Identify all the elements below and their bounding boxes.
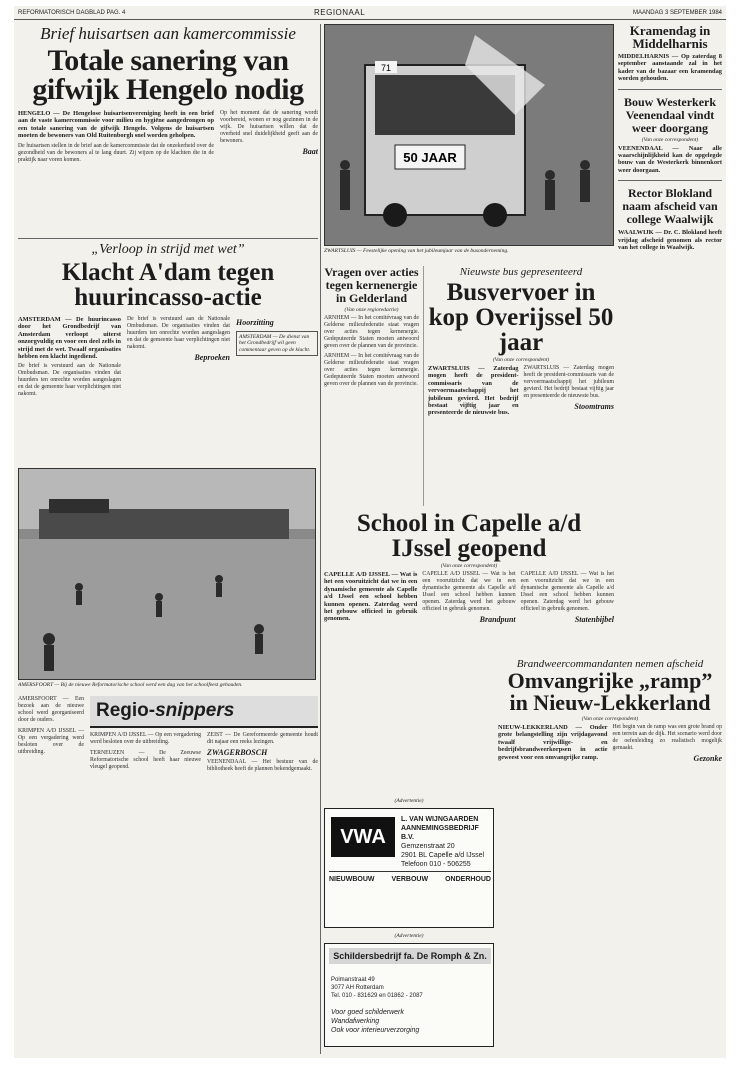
bus-headline: Busvervoer in kop Overijssel 50 jaar	[428, 279, 614, 356]
ad1-address: Gemzenstraat 20	[401, 843, 455, 850]
service-onderhoud: ONDERHOUD	[445, 876, 491, 883]
snipper-amersfoort: AMERSFOORT — Een bezoek aan de nieuwe school werd georganiseerd door de ouders.	[18, 696, 84, 723]
capelle-body-3: CAPELLE A/D IJSSEL — Wat is het een vooruitzicht dat we in een dynamische gemeente als Capelle a/d IJssel een school hebben kunnen openen. Zaterdag werd het gebouw officieel in gebruik genomen.	[520, 571, 614, 612]
ad-de-romph	[324, 943, 494, 1047]
ramp-intro: NIEUW-LEKKERLAND — Onder grote belangstelling zijn vrijdagavond twaalf vrijwillige- en bedrijfsbrandweerkorpsen in actie geweest voor een omvangrijke ramp.	[498, 724, 608, 761]
divider	[18, 238, 318, 239]
subhead-statenbijbel: Statenbijbel	[574, 615, 614, 624]
snipper-terneuzen: TERNEUZEN — De Zeeuwse Reformatorische school heeft haar nieuwe vleugel geopend.	[90, 750, 201, 770]
capelle-body: CAPELLE A/D IJSSEL — Wat is het een vooruitzicht dat we in een dynamische gemeente als Capelle a/d IJssel een school hebben kunnen openen. Zaterdag werd het gebouw officieel in gebruik genomen.	[422, 571, 516, 612]
ad1-label: (Advertentie)	[394, 798, 424, 804]
section-title: REGIONAAL	[314, 8, 366, 17]
kernenergie-headline: Vragen over acties tegen kernenergie in Gelderland	[324, 266, 419, 305]
kernenergie-source: (Van onze regioredactie)	[344, 307, 399, 313]
ramp-source: (Van onze correspondent)	[581, 716, 639, 722]
ad1-phone: Telefoon 010 - 506255	[401, 861, 471, 868]
ad2-name: Schildersbedrijf fa. De Romph & Zn.	[329, 948, 491, 964]
ramp-body: Het begin van de ramp was een grote brand op een terrein aan de dijk. Het scenario werd door de oefenleiding zo realistisch mogelijk gemaakt.	[612, 724, 722, 751]
adam-body: De brief is verstuurd aan de Nationale Ombudsman. De organisaties vinden dat huurders ten onrechte worden aangeslagen en dat de gemeente haar verplichtingen niet nakomt.	[18, 363, 121, 398]
snipper-amersfoort-2: KRIMPEN A/D IJSSEL — Op een vergadering werd besloten over de uitbreiding.	[18, 728, 84, 755]
hengelo-intro: HENGELO — De Hengelose huisartsenvereniging heeft in een brief aan de vaste kamercommissie voor milieu en hygiëne aangedrongen op een totale sanering van de gifwijk Hengelo. Volgens de huisartsen moeten de bewoners van Old Ruitenborgh snel worden geholpen.	[18, 110, 214, 140]
subhead-baat: Baat	[302, 147, 318, 156]
capelle-headline: School in Capelle a/d IJssel geopend	[356, 511, 582, 562]
bus-source: (Van onze correspondent)	[492, 357, 550, 363]
photo1-caption-box	[324, 248, 614, 262]
ramp-kicker: Brandweercommandanten nemen afscheid	[516, 658, 704, 670]
hengelo-column: Op het moment dat de sanering wordt voorbereid, wonen er nog gezinnen in de wijk. De huisartsen willen dat de overheid snel duidelijkheid geeft aan de bewoners.	[220, 110, 318, 144]
ad1-firm-1: L. VAN WIJNGAARDEN	[401, 816, 479, 823]
ad1-services	[329, 871, 491, 883]
bus-sign: 50 JAAR	[403, 150, 457, 165]
adam-box: AMSTERDAM — De dienst van het Grondbedrijf wil geen commentaar geven op de klacht.	[236, 331, 318, 356]
snippers-title-a: Regio-	[96, 700, 156, 721]
photo-school-playground	[18, 468, 316, 680]
photo2-caption-box	[18, 682, 316, 692]
ramp-headline: Omvangrijke „ramp” in Nieuw-Lekkerland	[507, 668, 713, 715]
masthead-left: REFORMATORISCH DAGBLAD PAG. 4	[18, 10, 126, 16]
article-hengelo	[18, 24, 318, 224]
capelle-source: (Van onze correspondent)	[440, 563, 498, 569]
ad1-city: 2901 BL Capelle a/d IJssel	[401, 852, 485, 859]
ad2-phone: Tel. 010 - 831629 en 01862 - 2087	[331, 993, 423, 999]
ad2-slogan-1: Voor goed schilderwerk	[331, 1009, 404, 1016]
column-rule	[320, 24, 321, 1054]
subhead-hoorzitting: Hoorzitting	[236, 318, 274, 327]
ad2-slogan-3: Ook voor interieurverzorging	[331, 1027, 420, 1034]
bus-number: 71	[380, 63, 392, 73]
adam-headline: Klacht A'dam tegen huurincasso-actie	[61, 259, 275, 311]
snippers-title	[90, 696, 318, 728]
ad2-address: Polmanstraat 49	[331, 977, 375, 983]
snippers-title-b: snippers	[155, 700, 235, 721]
ad2-city: 3077 AH Rotterdam	[331, 985, 384, 991]
newspaper-page	[14, 6, 726, 1058]
photo-bus-jubilee	[324, 24, 614, 246]
ad2-slogan-2: Wandafwerking	[331, 1018, 380, 1025]
kernenergie-body: ARNHEM — In het comitévraag van de Gelderse milieufederatie staat vragen over acties tegen kernenergie. Gedeputeerde Staten moeten antwoord geven over de plannen van de provincie.	[324, 315, 419, 349]
subhead-gezonke: Gezonke	[693, 754, 722, 763]
sidebar	[618, 24, 722, 664]
sidebar-headline-2: Bouw Westerkerk Veenendaal vindt weer doorgang	[623, 94, 717, 135]
sidebar-divider-1	[618, 89, 722, 90]
sidebar-body-1: MIDDELHARNIS — Op zaterdag 8 september aanstaande zal in het kader van de bazaar een kramendag worden gehouden.	[618, 53, 722, 83]
subhead-beproeken: Beproeken	[194, 353, 230, 362]
bus-kicker: Nieuwste bus gepresenteerd	[459, 266, 583, 278]
hengelo-kicker: Brief huisartsen aan kamercommissie	[40, 24, 296, 43]
service-nieuwbouw: NIEUWBOUW	[329, 876, 375, 883]
hengelo-body: De huisartsen stellen in de brief aan de kamercommissie dat de onzekerheid over de gezondheid van de bewoners al te lang duurt. Zij wijzen op de klachten die in de praktijk naar voren komen.	[18, 142, 214, 163]
article-nieuw-lekkerland	[498, 658, 722, 1048]
sidebar-divider-2	[618, 180, 722, 181]
kernenergie-body-2: ARNHEM — In het comitévraag van de Gelderse milieufederatie staat vragen over acties tegen kernenergie. Gedeputeerde Staten moeten antwoord geven over de plannen van de provincie.	[324, 353, 419, 387]
article-amsterdam	[18, 242, 318, 464]
ad1-firm-2: AANNEMINGSBEDRIJF B.V.	[401, 825, 479, 841]
capelle-intro: CAPELLE A/D IJSSEL — Wat is het een vooruitzicht dat we in een dynamische gemeente als Capelle a/d IJssel een school hebben kunnen openen. Zaterdag werd het gebouw officieel in gebruik genomen.	[324, 571, 418, 623]
bus-intro: ZWARTSLUIS — Zaterdag mogen heeft de president-commissaris van de vervoermaatschappij het jubileum gevierd. Het bedrijf bestaat vijftig jaar en presenteerde de nieuwste bus.	[428, 365, 519, 417]
photo1-caption: ZWARTSLUIS — Feestelijke opening van het jubileumjaar van de busonderneming.	[324, 248, 509, 254]
snipper-veenendaal: VEENENDAAL — Het bestuur van de bibliotheek heeft de plannen bekendgemaakt.	[207, 759, 318, 772]
adam-body-2: De brief is verstuurd aan de Nationale Ombudsman. De organisaties vinden dat huurders ten onrechte worden aangeslagen en dat de gemeente haar verplichtingen niet nakomt.	[127, 316, 230, 350]
regio-snippers	[18, 696, 318, 1046]
bus-body: ZWARTSLUIS — Zaterdag mogen heeft de president-commissaris van de vervoermaatschappij het jubileum gevierd. Het bedrijf bestaat vijftig jaar en presenteerde de nieuwste bus.	[523, 365, 614, 399]
ad1-label-box	[324, 796, 494, 806]
subhead-zwagerbosch: ZWAGERBOSCH	[207, 748, 268, 757]
masthead-date: MAANDAG 3 SEPTEMBER 1984	[632, 10, 722, 16]
subhead-stoomtrams: Stoomtrams	[574, 402, 614, 411]
masthead	[14, 6, 726, 20]
ad2-label-box	[324, 931, 494, 941]
adam-intro: AMSTERDAM — De huurincasso door het Grondbedrijf van Amsterdam verloopt uiterst onzorgvuldig en voor een deel zelfs in strijd met de wet. Twaalf organisaties hebben een klacht ingediend.	[18, 316, 121, 361]
sidebar-source: (Van onze correspondent)	[641, 136, 699, 143]
sidebar-headline-3: Rector Blokland naam afscheid van college Waalwijk	[622, 186, 718, 227]
subhead-brandpunt: Brandpunt	[479, 615, 516, 624]
bus-illustration	[325, 25, 614, 246]
wijngaarden-logo: VWA	[331, 817, 395, 857]
service-verbouw: VERBOUW	[391, 876, 429, 883]
ad-wijngaarden	[324, 808, 494, 928]
sidebar-body-3: WAALWIJK — Dr. C. Blokland heeft vrijdag afscheid genomen als rector van het college in Waalwijk.	[618, 229, 722, 252]
hengelo-headline: Totale sanering van gifwijk Hengelo nodig	[32, 44, 304, 106]
sidebar-headline-1: Kramendag in Middelharnis	[629, 24, 711, 51]
photo2-caption: AMERSFOORT — Bij de nieuwe Reformatorische school werd een dag van het schoolfeest gehouden.	[18, 682, 243, 688]
adam-kicker: „Verloop in strijd met wet”	[91, 242, 245, 257]
article-busvervoer	[428, 266, 614, 506]
ad2-label: (Advertentie)	[394, 933, 424, 939]
sidebar-body-2: VEENENDAAL — Naar alle waarschijnlijkheid kan de opgelegde bouw van de Westerkerk binnenkort weer doorgaan.	[618, 144, 722, 174]
article-kernenergie	[324, 266, 424, 506]
snipper-krimpen: KRIMPEN A/D IJSSEL — Op een vergadering werd besloten over de uitbreiding.	[90, 732, 201, 745]
playground-illustration	[19, 469, 316, 680]
snipper-zeist: ZEIST — De Gereformeerde gemeente houdt dit najaar een reeks lezingen.	[207, 732, 318, 745]
